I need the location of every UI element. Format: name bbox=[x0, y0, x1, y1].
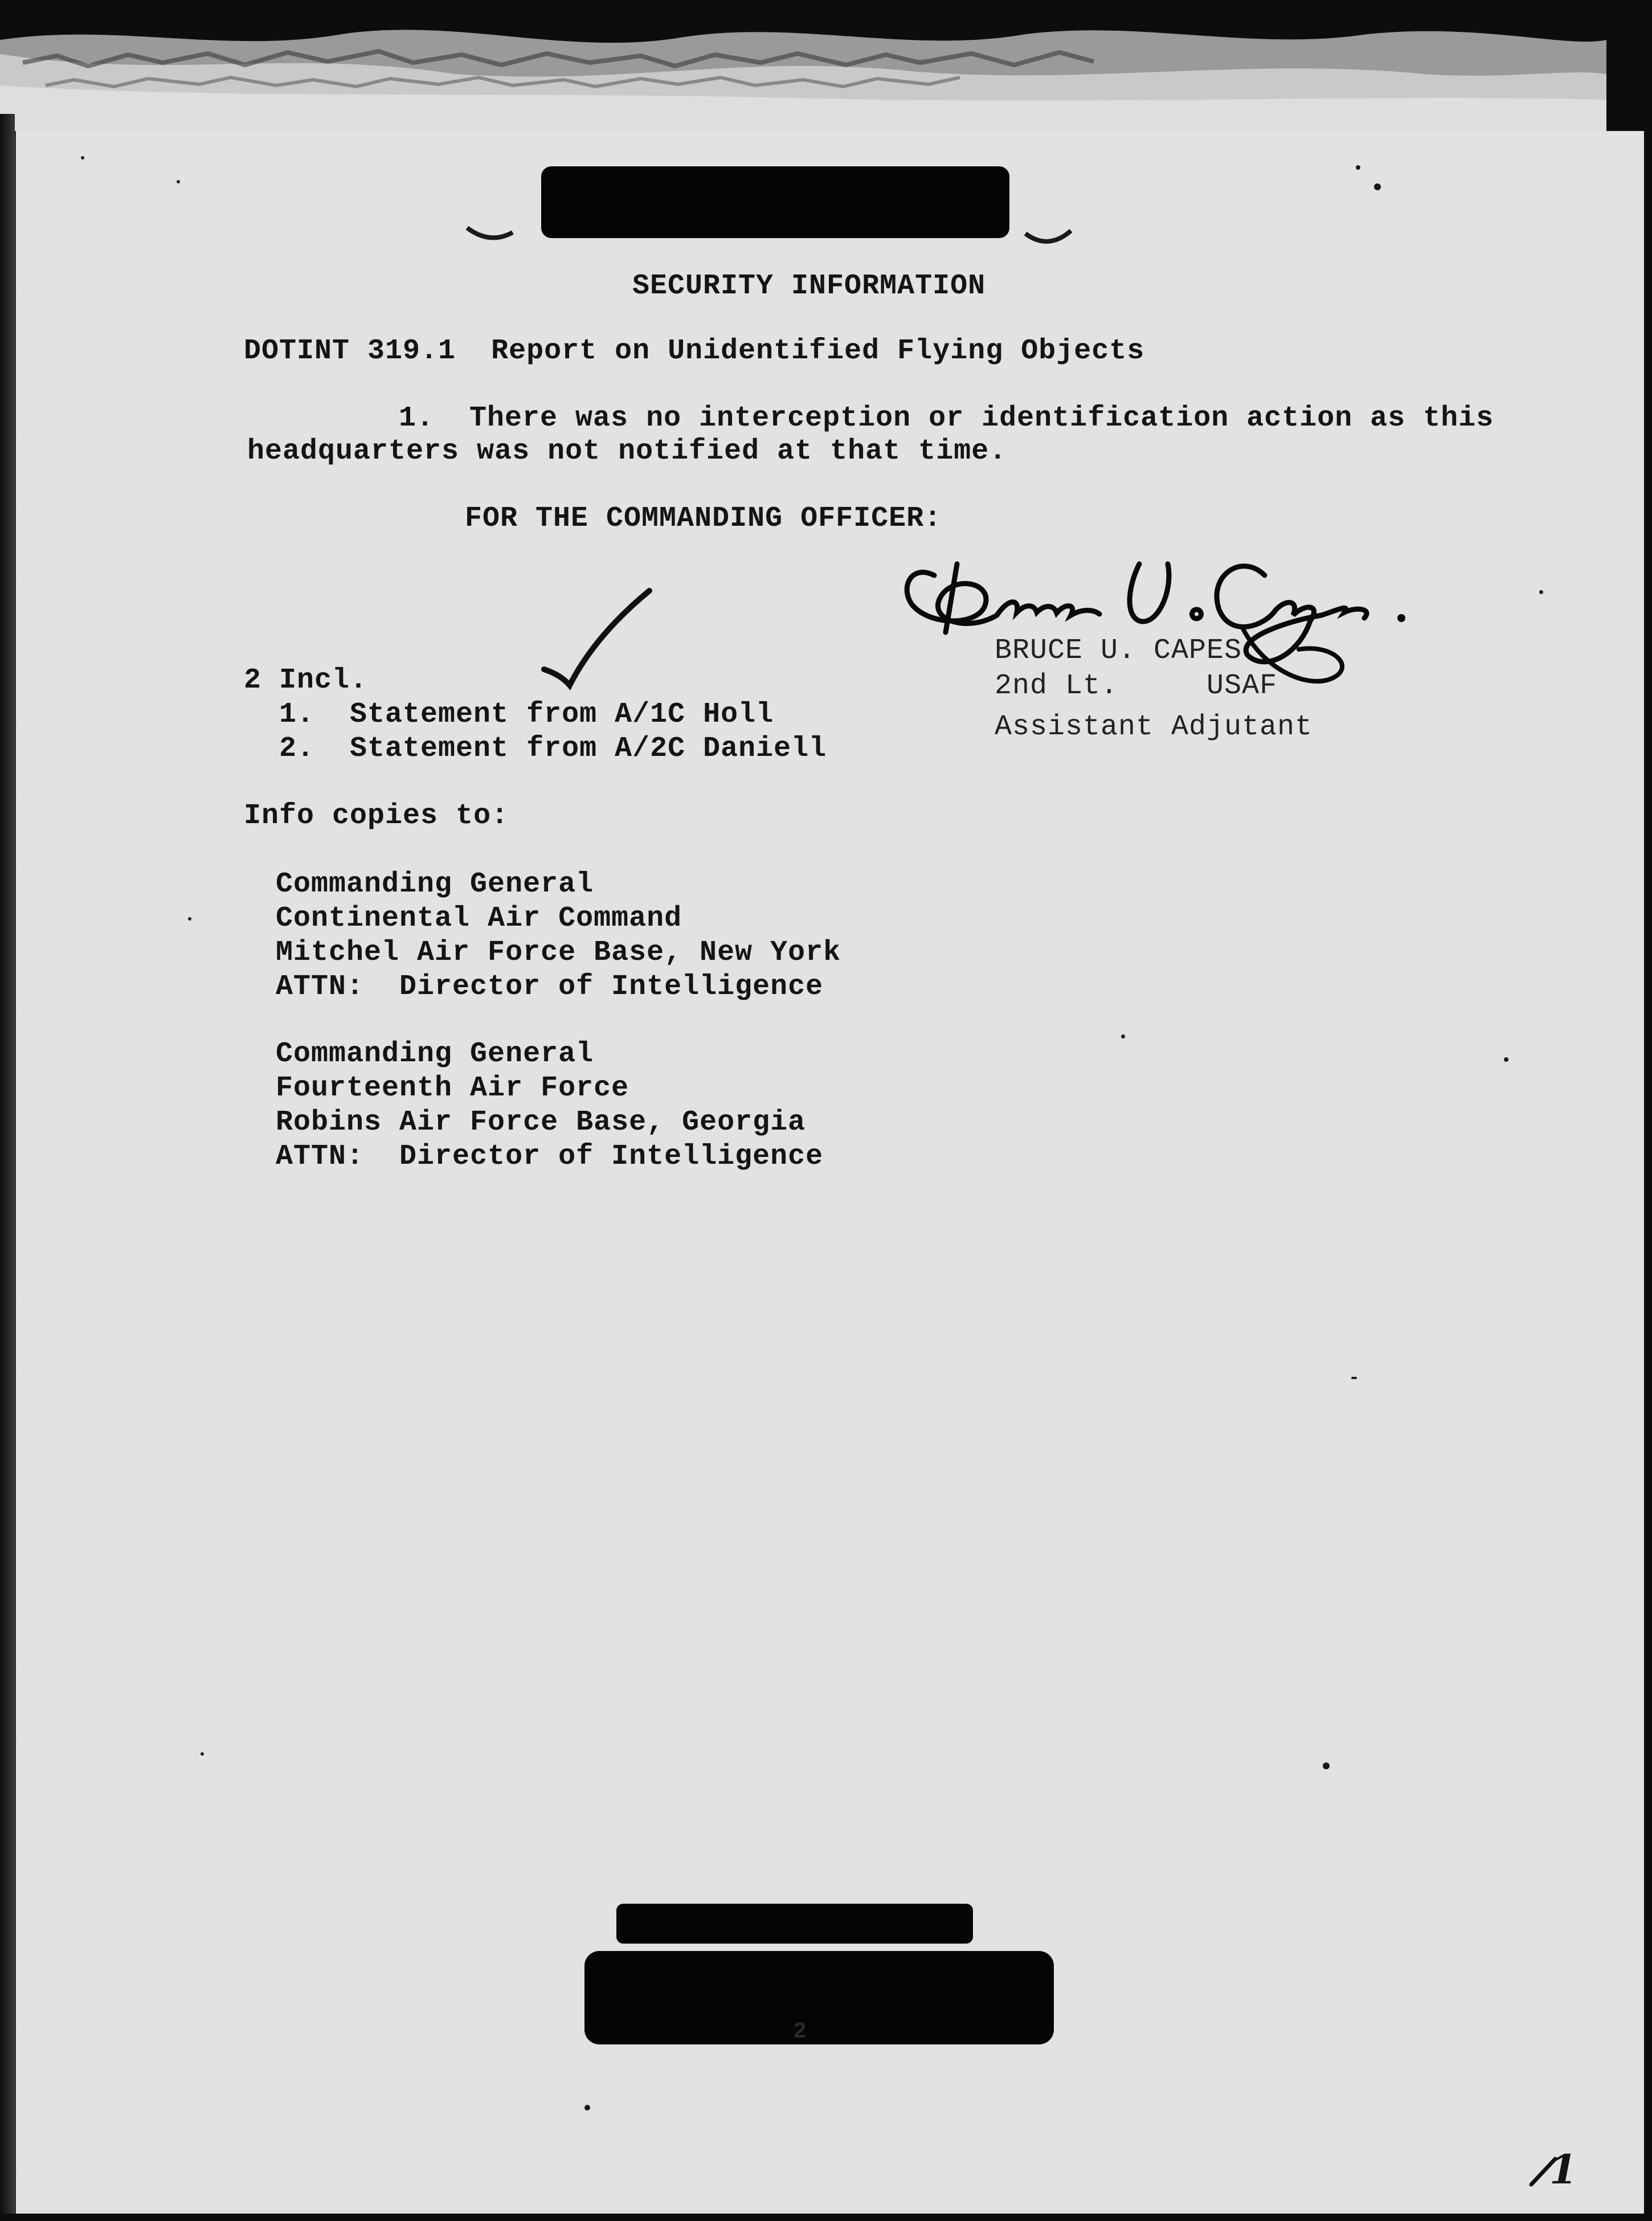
page-number: 2 bbox=[793, 2019, 808, 2045]
dust-speck bbox=[584, 2105, 590, 2110]
dust-speck bbox=[1504, 1057, 1508, 1062]
recipient-2-line-2: Fourteenth Air Force bbox=[276, 1072, 629, 1105]
dust-speck bbox=[1351, 1377, 1357, 1379]
recipient-2-line-3: Robins Air Force Base, Georgia bbox=[276, 1106, 806, 1139]
info-copies-heading: Info copies to: bbox=[244, 800, 509, 832]
top-margin-curls bbox=[456, 211, 1082, 256]
torn-top-edge bbox=[0, 0, 1652, 131]
corner-slash-mark bbox=[1527, 2153, 1561, 2187]
dust-speck bbox=[1539, 590, 1543, 594]
inclosures-heading: 2 Incl. bbox=[244, 664, 368, 697]
recipient-1-line-2: Continental Air Command bbox=[276, 902, 682, 935]
dust-speck bbox=[81, 156, 84, 159]
recipient-2-line-1: Commanding General bbox=[276, 1038, 594, 1070]
check-mark-icon bbox=[538, 584, 652, 698]
dust-speck bbox=[201, 1752, 204, 1756]
dust-speck bbox=[1323, 1762, 1330, 1769]
inclosure-item-2: 2. Statement from A/2C Daniell bbox=[279, 733, 827, 765]
classification-header: SECURITY INFORMATION bbox=[632, 270, 986, 302]
dust-speck bbox=[177, 180, 180, 183]
recipient-1-line-1: Commanding General bbox=[276, 868, 594, 901]
recipient-1-line-4: ATTN: Director of Intelligence bbox=[276, 971, 824, 1003]
corner-mark: 1 bbox=[1549, 2146, 1578, 2193]
signer-title: Assistant Adjutant bbox=[995, 711, 1313, 743]
dust-speck bbox=[1374, 183, 1381, 190]
signer-rank: 2nd Lt. USAF bbox=[995, 670, 1278, 702]
inclosure-item-1: 1. Statement from A/1C Holl bbox=[279, 698, 774, 731]
dust-speck bbox=[1121, 1034, 1125, 1038]
redaction-bar-bottom-2 bbox=[584, 1951, 1054, 2044]
redaction-bar-bottom-1 bbox=[616, 1904, 973, 1944]
paragraph-1-line-2: headquarters was not notified at that time. bbox=[247, 435, 1007, 468]
signer-name: BRUCE U. CAPES bbox=[995, 635, 1242, 667]
dust-speck bbox=[1356, 165, 1360, 170]
left-edge-shadow bbox=[0, 114, 15, 2214]
recipient-1-line-3: Mitchel Air Force Base, New York bbox=[276, 936, 841, 969]
paragraph-1-line-1: 1. There was no interception or identification action as this bbox=[399, 402, 1494, 435]
subject-line: DOTINT 319.1 Report on Unidentified Flying Objects bbox=[244, 335, 1145, 367]
dust-speck bbox=[188, 917, 191, 921]
signature-heading: FOR THE COMMANDING OFFICER: bbox=[465, 502, 942, 535]
recipient-2-line-4: ATTN: Director of Intelligence bbox=[276, 1140, 824, 1173]
